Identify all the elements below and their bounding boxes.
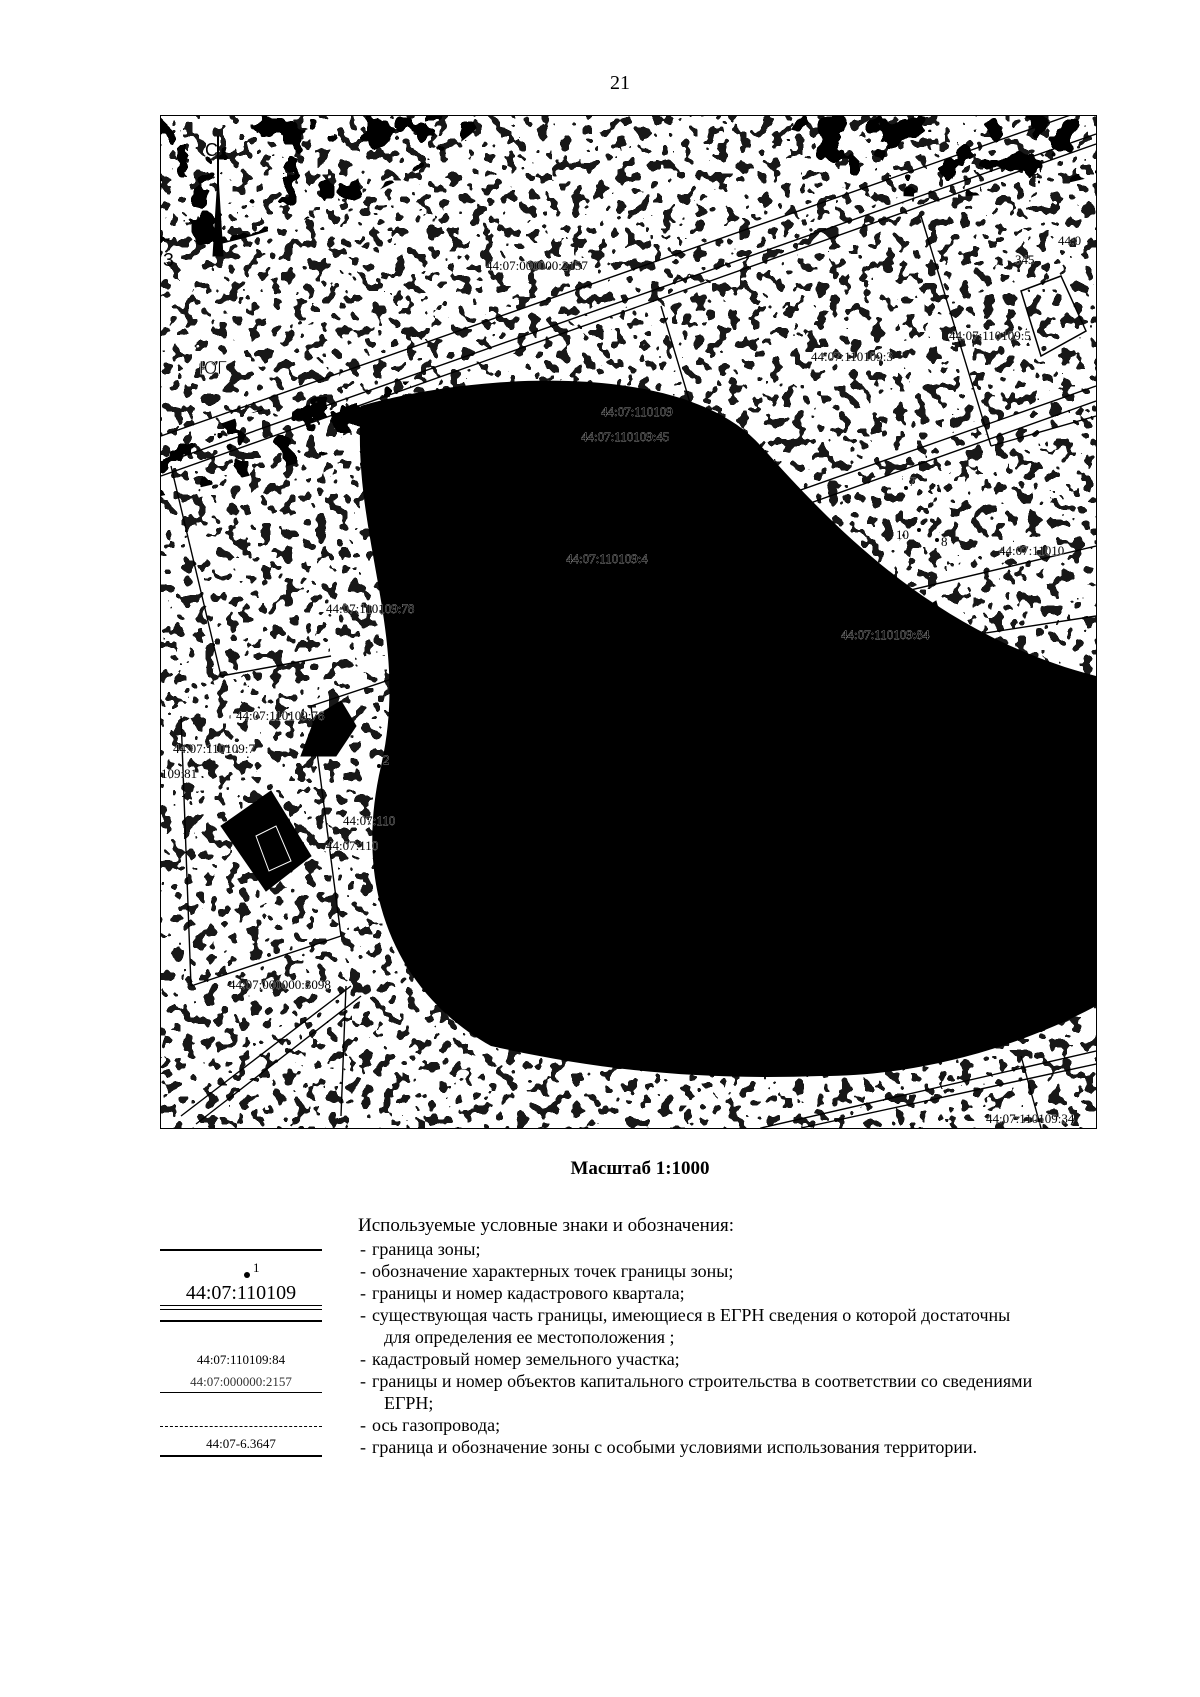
map-label: 44:07:110109:34 (986, 1111, 1075, 1126)
map-label: 44:07:000000:2157 (486, 258, 588, 273)
legend-item: - существующая часть границы, имеющиеся в ЕГРН сведения о которой достаточны (0, 1304, 1200, 1326)
parcel-number-label: 44:07:110109:84 (196, 1352, 286, 1367)
special-zone-label: 44:07-6.3647 (206, 1436, 276, 1451)
map-label: 345 (1015, 252, 1035, 267)
map-label: 44:07:110109:4 (566, 551, 648, 566)
map-point-label: 7 (909, 474, 916, 489)
legend-item: 44:07:000000:2157 - границы и номер объектов капитального строительства в соответствии со сведениями (0, 1370, 1200, 1392)
legend-item: - ось газопровода; (0, 1414, 1200, 1436)
point-symbol-label: 1 (253, 1260, 260, 1275)
legend-text: ось газопровода; (372, 1415, 501, 1435)
legend-text: границы и номер объектов капитального строительства в соответствии со сведениями (372, 1371, 1033, 1391)
map-label: 44:07:110109:3 (811, 349, 893, 364)
building-number-label: 44:07:000000:2157 (190, 1374, 292, 1389)
map-point-label: 8 (941, 534, 948, 549)
map-label: 44:07:11010 (999, 543, 1065, 558)
map-label: 44:07:110109 (601, 404, 673, 419)
compass-west: З (163, 250, 174, 270)
legend-text-continued: для определения ее местоположения ; (384, 1327, 675, 1347)
map-label: 44:07:110 (326, 838, 379, 853)
map-point-label: 10 (896, 527, 909, 542)
legend-text: кадастровый номер земельного участка; (372, 1349, 680, 1369)
gas-pipeline-symbol (160, 1414, 322, 1436)
legend-text: границы и номер кадастрового квартала; (372, 1283, 685, 1303)
compass-north: С (205, 140, 218, 160)
building-symbol (160, 1370, 322, 1392)
map-label: 44:0 (1058, 233, 1082, 248)
point-symbol (160, 1260, 322, 1282)
map-label: 109:81 (161, 766, 198, 781)
special-zone-symbol (160, 1436, 322, 1458)
zone-boundary-symbol (160, 1238, 322, 1260)
quarter-symbol (160, 1282, 322, 1304)
map-label: 44:07:110109:45 (581, 429, 670, 444)
page-number: 21 (610, 72, 630, 94)
map-scale: Масштаб 1:1000 (570, 1158, 710, 1179)
legend-item: 44:07:110109:84 - кадастровый номер земельного участка; (0, 1348, 1200, 1370)
map-label: 44:07:110109:78 (326, 601, 415, 616)
map-label: 44:07:110109:76 (236, 708, 325, 723)
map-label: 44:07:110109:5 (949, 328, 1031, 343)
quarter-symbol-label: 44:07:110109 (185, 1282, 297, 1304)
legend-item: 1 - обозначение характерных точек границы зоны; (0, 1260, 1200, 1282)
map-label: 44:07:110109:84 (841, 627, 930, 642)
legend-text-continued: ЕГРН; (384, 1393, 434, 1413)
legend-text: обозначение характерных точек границы зоны; (372, 1261, 734, 1281)
existing-boundary-symbol (160, 1304, 322, 1326)
legend-text: существующая часть границы, имеющиеся в ЕГРН сведения о которой достаточны (372, 1305, 1011, 1325)
map-label: 44:07:110 (343, 813, 396, 828)
parcel-number-symbol (160, 1348, 322, 1370)
legend-text: граница зоны; (372, 1239, 481, 1259)
legend-item: - граница зоны; (0, 1238, 1200, 1260)
aerial-map (160, 115, 1097, 1129)
compass-south: ЮГ (199, 358, 227, 378)
map-point-label: 2 (383, 752, 390, 767)
map-label: 44:07:000000:3098 (229, 977, 331, 992)
map-label: 44:07:110109:7 (173, 741, 255, 756)
legend-title: Используемые условные знаки и обозначения: (358, 1215, 735, 1236)
legend-item: 44:07-6.3647 - граница и обозначение зоны с особыми условиями использования территории. (0, 1436, 1200, 1458)
legend-item: 44:07:110109 - границы и номер кадастрового квартала; (0, 1282, 1200, 1304)
legend-text: граница и обозначение зоны с особыми условиями использования территории. (372, 1437, 978, 1457)
